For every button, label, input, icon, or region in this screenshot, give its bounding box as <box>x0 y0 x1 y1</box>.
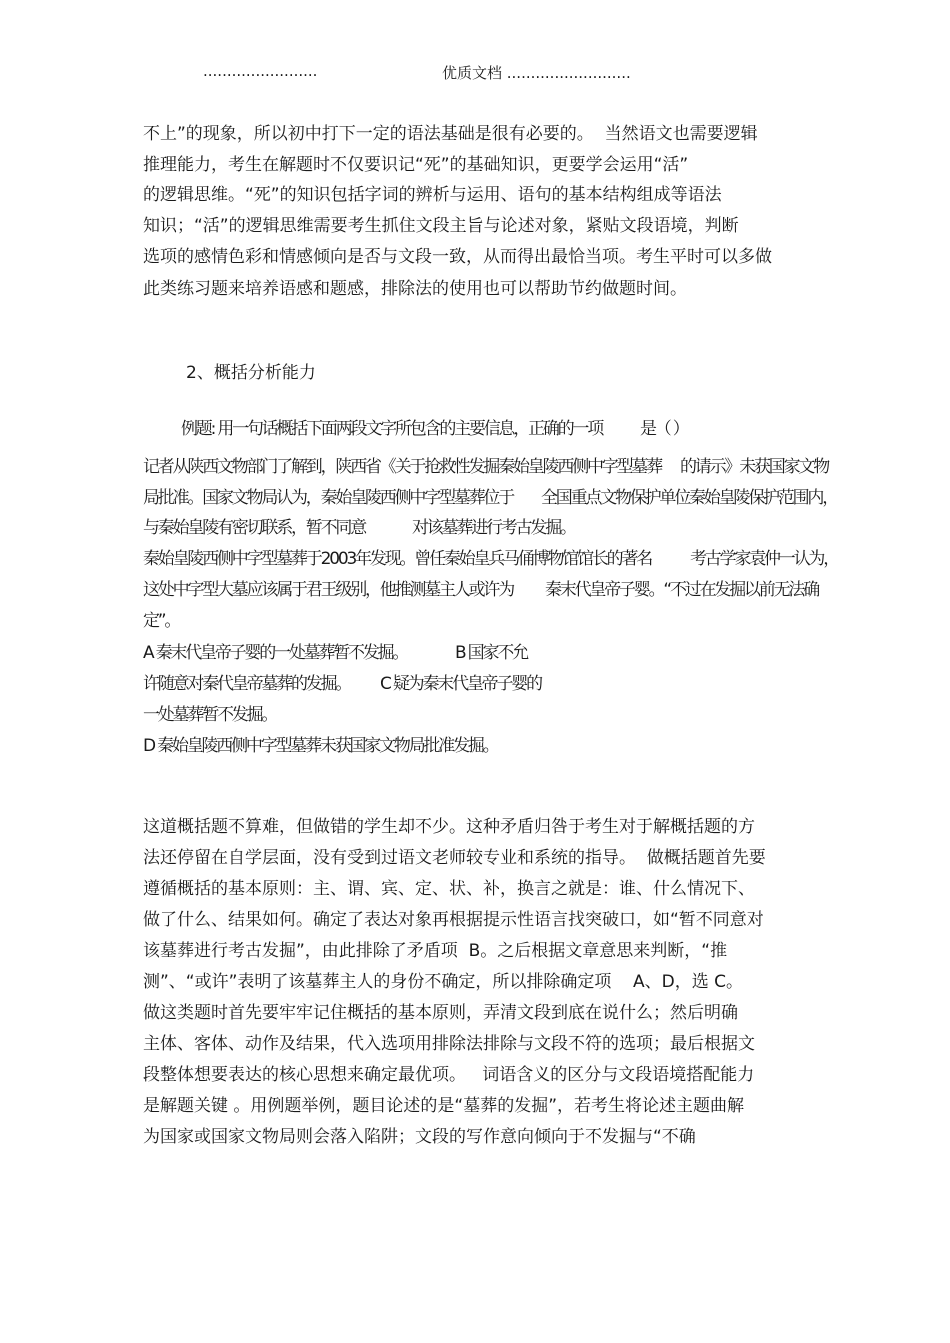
passage-line-tail: 考古学家袁仲一认为， <box>690 549 838 569</box>
option-line-tail: C 疑为秦末代皇帝子婴的 <box>380 674 541 694</box>
passage-line-tail: 对该墓葬进行考古发掘。 <box>412 518 575 538</box>
passage-line: 记者从陕西文物部门了解到，陕西省《关于抢救性发掘秦始皇陵西侧中字型墓葬 <box>143 457 661 477</box>
option-line: 一处墓葬暂不发掘。 <box>143 705 277 725</box>
para2-line: 测”、“或许”表明了该墓葬主人的身份不确定，所以排除确定项 A、D，选 C。 <box>143 972 744 992</box>
passage-line: 局批准。国家文物局认为，秦始皇陵西侧中字型墓葬位于 <box>143 488 513 508</box>
passage-line: 与秦始皇陵有密切联系，暂不同意 <box>143 518 365 538</box>
passage-line: 这处中字型大墓应该属于君王级别，他推测墓主人或许为 <box>143 580 513 600</box>
para2-line: 这道概括题不算难，但做错的学生却不少。这种矛盾归咎于考生对于解概括题的方 <box>143 817 755 837</box>
passage-line: 秦始皇陵西侧中字型墓葬于2003年发现。曾任秦始皇兵马俑博物馆馆长的著名 <box>143 549 652 569</box>
example-question: 例题: 用一句话概括下面两段文字所包含的主要信息，正确的一项 <box>181 419 603 439</box>
header-title: 优质文档 .......................... <box>442 64 631 82</box>
passage-line-tail: 全国重点文物保护单位秦始皇陵保护范围内， <box>541 488 837 508</box>
para2-line: 该墓葬进行考古发掘”，由此排除了矛盾项 B。之后根据文章意思来判断，“推 <box>143 941 728 961</box>
para1-line: 选项的感情色彩和情感倾向是否与文段一致，从而得出最恰当项。考生平时可以多做 <box>143 247 772 267</box>
para1-line: 推理能力，考生在解题时不仅要识记“死”的基础知识，更要学会运用“活” <box>143 155 689 175</box>
para2-line: 做了什么、结果如何。确定了表达对象再根据提示性语言找突破口，如“暂不同意对 <box>143 910 764 930</box>
para2-line: 做这类题时首先要牢牢记住概括的基本原则，弄清文段到底在说什么；然后明确 <box>143 1003 738 1023</box>
example-question-tail: 是（ ） <box>640 419 688 439</box>
para2-line: 是解题关键 。用例题举例，题目论述的是“墓葬的发掘”，若考生将论述主题曲解 <box>143 1096 745 1116</box>
passage-line-tail: 秦末代皇帝子婴。“不过在发掘以前无法确 <box>545 580 819 600</box>
para2-line: 遵循概括的基本原则：主、谓、宾、定、状、补，换言之就是：谁、什么情况下、 <box>143 879 755 899</box>
para2-line: 主体、客体、动作及结果，代入选项用排除法排除与文段不符的选项；最后根据文 <box>143 1034 755 1054</box>
passage-line-tail: 的请示》未获国家文物 <box>680 457 828 477</box>
option-line: D 秦始皇陵西侧中字型墓葬未获国家文物局批准发掘。 <box>143 736 498 756</box>
para2-line: 为国家或国家文物局则会落入陷阱；文段的写作意向倾向于不发掘与“不确 <box>143 1127 696 1147</box>
para2-line: 段整体想要表达的核心思想来确定最优项。 词语含义的区分与文段语境搭配能力 <box>143 1065 755 1085</box>
section-title: 2、概括分析能力 <box>186 363 316 383</box>
header-left-dots: ........................ <box>203 62 318 80</box>
para1-line: 知识；“活”的逻辑思维需要考生抓住文段主旨与论述对象，紧贴文段语境，判断 <box>143 216 739 236</box>
option-line: 许随意对秦代皇帝墓葬的发掘。 <box>143 674 351 694</box>
option-line-tail: B 国家不允 <box>455 643 527 663</box>
para1-line: 的逻辑思维。“死”的知识包括字词的辨析与运用、语句的基本结构组成等语法 <box>143 185 722 205</box>
para2-line: 法还停留在自学层面，没有受到过语文老师较专业和系统的指导。 做概括题首先要 <box>143 848 766 868</box>
para1-line: 不上”的现象，所以初中打下一定的语法基础是很有必要的。 当然语文也需要逻辑 <box>143 124 758 144</box>
para1-line: 此类练习题来培养语感和题感，排除法的使用也可以帮助节约做题时间。 <box>143 279 687 299</box>
passage-line: 定”。 <box>143 611 180 631</box>
option-line: A 秦末代皇帝子婴的一处墓葬暂不发掘。 <box>143 643 408 663</box>
